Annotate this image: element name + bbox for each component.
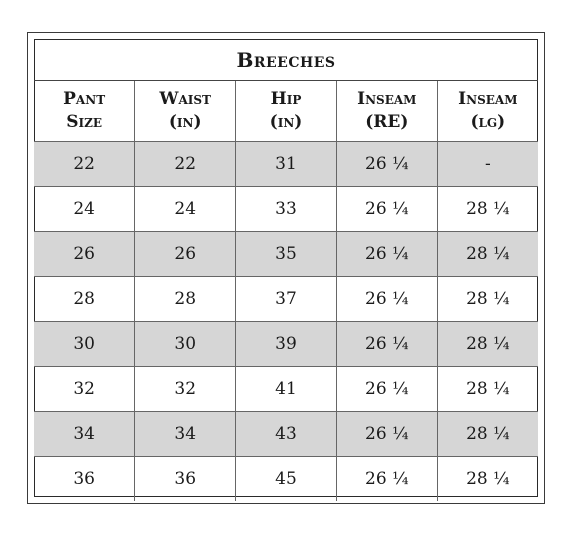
cell-inseam-re: 26 ¼: [336, 232, 437, 277]
cell-hip: 43: [236, 412, 337, 457]
cell-waist: 26: [135, 232, 236, 277]
header-hip: Hip (in): [236, 81, 337, 142]
table-row: [34, 322, 538, 367]
cell-waist: 22: [135, 142, 236, 187]
cell-inseam-lg: 28 ¼: [437, 367, 538, 412]
cell-pant-size: 26: [34, 232, 135, 277]
size-chart-table: [34, 81, 538, 501]
cell-hip: 33: [236, 187, 337, 232]
cell-waist: 24: [135, 187, 236, 232]
cell-inseam-re: 26 ¼: [336, 142, 437, 187]
cell-hip: 39: [236, 322, 337, 367]
cell-pant-size: 24: [34, 187, 135, 232]
header-pant-size: Pant Size: [34, 81, 135, 142]
cell-pant-size: 34: [34, 412, 135, 457]
cell-inseam-lg: 28 ¼: [437, 322, 538, 367]
cell-hip: 37: [236, 277, 337, 322]
cell-waist: 36: [135, 457, 236, 502]
cell-pant-size: 30: [34, 322, 135, 367]
cell-waist: 28: [135, 277, 236, 322]
cell-hip: 45: [236, 457, 337, 502]
cell-waist: 32: [135, 367, 236, 412]
table-row: [34, 232, 538, 277]
table-row: [34, 367, 538, 412]
table-row: [34, 412, 538, 457]
cell-inseam-lg: 28 ¼: [466, 469, 510, 489]
cell-pant-size: 22: [34, 142, 135, 187]
cell-inseam-lg: 28 ¼: [437, 187, 538, 232]
cell-inseam-re: 26 ¼: [336, 277, 437, 322]
cell-hip: 31: [236, 142, 337, 187]
cell-pant-size: 36: [34, 457, 135, 502]
cell-hip: 35: [236, 232, 337, 277]
cell-pant-size: 28: [34, 277, 135, 322]
cell-hip: 41: [236, 367, 337, 412]
cell-inseam-lg: 28 ¼: [437, 277, 538, 322]
header-waist: Waist (in): [135, 81, 236, 142]
table-row: [34, 142, 538, 187]
cell-waist: 30: [135, 322, 236, 367]
table-title: Breeches: [34, 39, 538, 81]
cell-inseam-re: 26 ¼: [336, 457, 437, 502]
header-inseam-lg: Inseam (lg): [437, 81, 538, 142]
table-row: [34, 187, 538, 232]
cell-inseam-re: 26 ¼: [336, 412, 437, 457]
table-row: [34, 277, 538, 322]
cell-inseam-lg: 28 ¼: [437, 412, 538, 457]
cell-inseam-re: 26 ¼: [336, 367, 437, 412]
header-row: [34, 81, 538, 142]
cell-inseam-re: 26 ¼: [336, 187, 437, 232]
cell-waist: 34: [135, 412, 236, 457]
header-inseam-re: Inseam (RE): [336, 81, 437, 142]
table-row: [34, 457, 538, 502]
cell-inseam-lg: -: [437, 142, 538, 187]
cell-inseam-lg: 28 ¼: [437, 232, 538, 277]
cell-pant-size: 32: [34, 367, 135, 412]
cell-inseam-re: 26 ¼: [336, 322, 437, 367]
